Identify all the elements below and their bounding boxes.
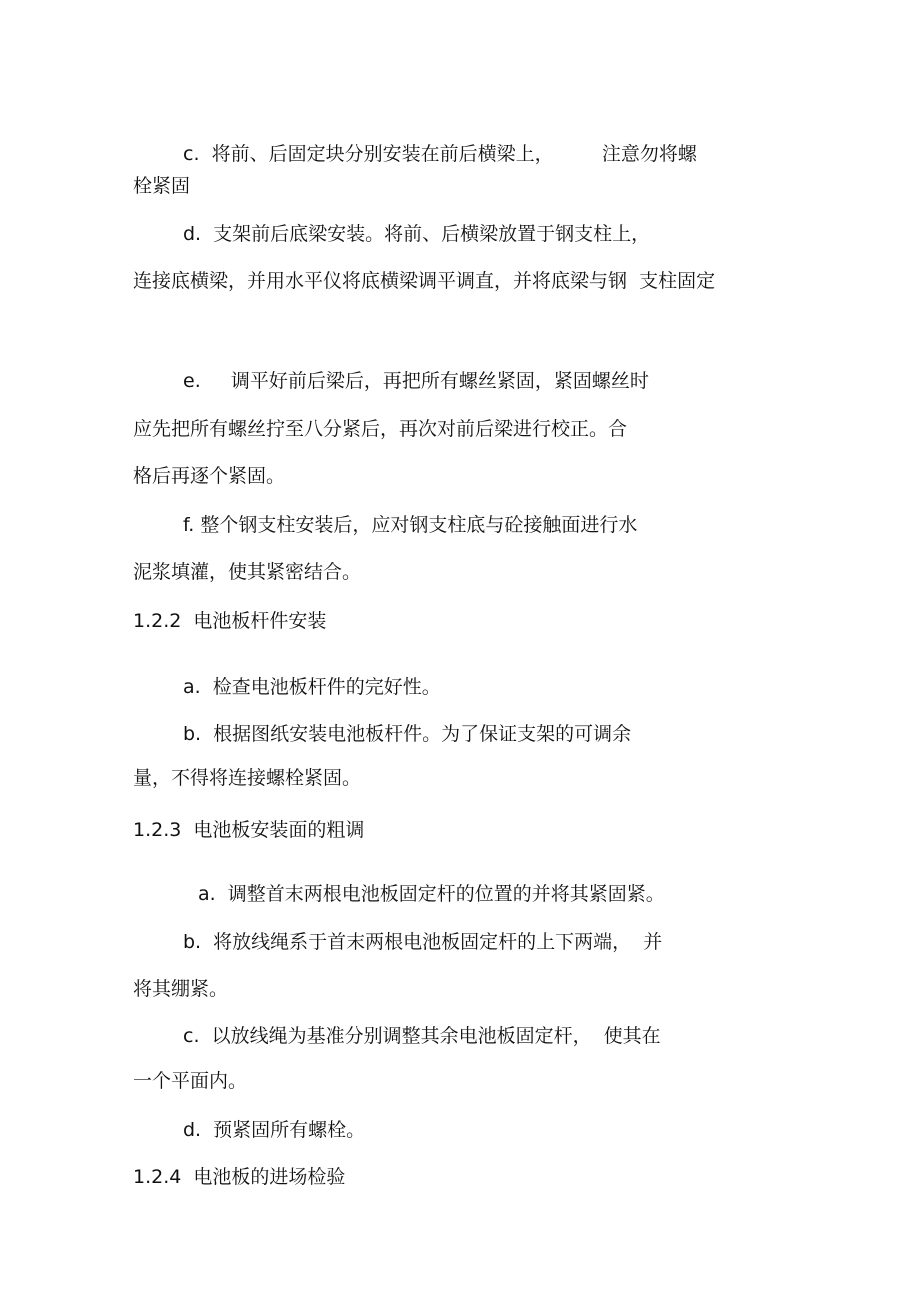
section-heading-1-2-2: 1.2.2 电池板杆件安装 — [133, 610, 327, 632]
text-line-b-cont: 量，不得将连接螺栓紧固。 — [133, 767, 362, 789]
text-line-d-bottom-beam: d. 支架前后底梁安装。将前、后横梁放置于钢支柱上， — [183, 223, 651, 245]
text-line-c-cont2: 一个平面内。 — [133, 1070, 248, 1092]
text-line-d-pretighten: d. 预紧固所有螺栓。 — [183, 1119, 366, 1141]
text-line-b-install: b. 根据图纸安装电池板杆件。为了保证支架的可调余 — [183, 723, 632, 745]
text-line-c-fixed-blocks: c. 将前、后固定块分别安装在前后横梁上， 注意勿将螺 — [183, 143, 697, 165]
text-line-e-leveling: e. 调平好前后梁后，再把所有螺丝紧固，紧固螺丝时 — [183, 370, 649, 392]
text-line-b-string-line: b. 将放线绳系于首末两根电池板固定杆的上下两端， 并 — [183, 931, 663, 953]
text-line-e-cont-2: 格后再逐个紧固。 — [133, 465, 286, 487]
text-line-d-cont: 连接底横梁，并用水平仪将底横梁调平调直，并将底梁与钢 支柱固定 — [133, 270, 716, 292]
text-line-f-grouting: f. 整个钢支柱安装后，应对钢支柱底与砼接触面进行水 — [183, 514, 638, 536]
text-line-a-adjust: a. 调整首末两根电池板固定杆的位置的并将其紧固紧。 — [198, 883, 665, 905]
text-line-f-cont: 泥浆填灌，使其紧密结合。 — [133, 561, 362, 583]
text-line-c-cont: 栓紧固 — [133, 175, 191, 197]
section-heading-1-2-3: 1.2.3 电池板安装面的粗调 — [133, 819, 365, 841]
text-line-a-inspect: a. 检查电池板杆件的完好性。 — [183, 676, 441, 698]
text-line-b-cont2: 将其绷紧。 — [133, 978, 229, 1000]
text-line-e-cont-1: 应先把所有螺丝拧至八分紧后，再次对前后梁进行校正。合 — [133, 418, 628, 440]
text-line-c-adjust-rest: c. 以放线绳为基准分别调整其余电池板固定杆， 使其在 — [183, 1025, 661, 1047]
section-heading-1-2-4: 1.2.4 电池板的进场检验 — [133, 1166, 346, 1188]
